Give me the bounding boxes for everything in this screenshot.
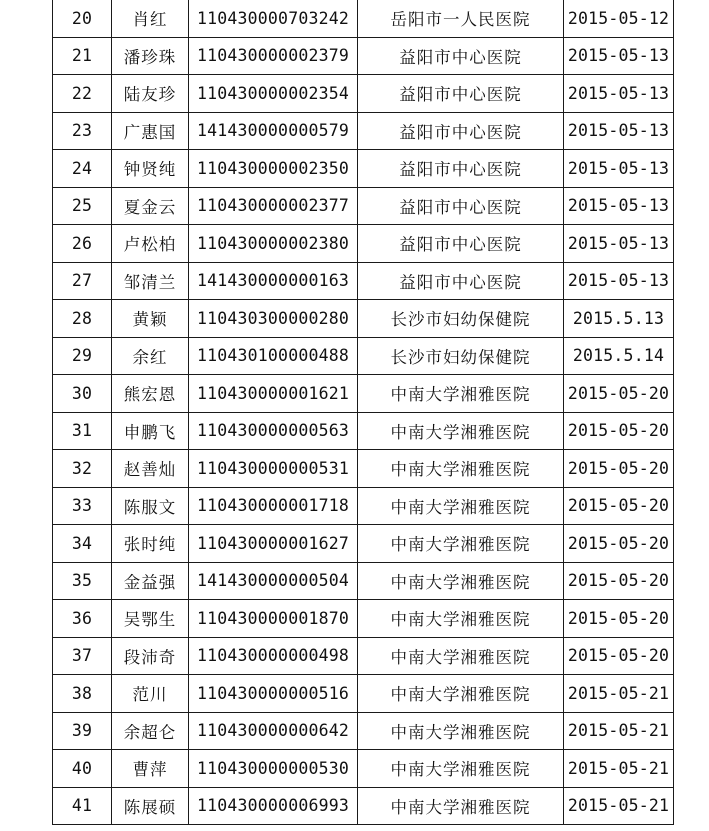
hospital-cell: 中南大学湘雅医院	[358, 375, 564, 413]
hospital-cell: 益阳市中心医院	[358, 75, 564, 113]
hospital-cell: 长沙市妇幼保健院	[358, 300, 564, 338]
certificate-number-cell: 110430000002377	[189, 187, 358, 225]
table-row	[53, 525, 674, 563]
certificate-number-cell: 110430000000563	[189, 412, 358, 450]
name-cell: 熊宏恩	[112, 375, 189, 413]
row-number-cell: 36	[53, 600, 112, 638]
certificate-number-cell: 110430000002354	[189, 75, 358, 113]
table-row	[53, 37, 674, 75]
name-cell: 邹清兰	[112, 262, 189, 300]
date-cell: 2015-05-13	[564, 262, 674, 300]
certificate-number-cell: 110430300000280	[189, 300, 358, 338]
date-cell: 2015-05-12	[564, 0, 674, 37]
name-cell: 赵善灿	[112, 450, 189, 488]
hospital-cell: 中南大学湘雅医院	[358, 487, 564, 525]
table-row	[53, 75, 674, 113]
table-row	[53, 787, 674, 825]
name-cell: 夏金云	[112, 187, 189, 225]
table-row	[53, 150, 674, 188]
date-cell: 2015-05-21	[564, 787, 674, 825]
table-row	[53, 187, 674, 225]
certificate-number-cell: 110430000001621	[189, 375, 358, 413]
table-row	[53, 337, 674, 375]
name-cell: 卢松柏	[112, 225, 189, 263]
hospital-cell: 益阳市中心医院	[358, 225, 564, 263]
date-cell: 2015-05-13	[564, 112, 674, 150]
row-number-cell: 35	[53, 562, 112, 600]
certificate-number-cell: 141430000000579	[189, 112, 358, 150]
date-cell: 2015-05-13	[564, 37, 674, 75]
row-number-cell: 25	[53, 187, 112, 225]
date-cell: 2015-05-13	[564, 225, 674, 263]
certificate-number-cell: 110430100000488	[189, 337, 358, 375]
date-cell: 2015-05-13	[564, 187, 674, 225]
date-cell: 2015-05-20	[564, 375, 674, 413]
hospital-cell: 中南大学湘雅医院	[358, 600, 564, 638]
table-row	[53, 0, 674, 37]
hospital-cell: 益阳市中心医院	[358, 37, 564, 75]
row-number-cell: 28	[53, 300, 112, 338]
row-number-cell: 39	[53, 712, 112, 750]
certificate-number-cell: 110430000000530	[189, 750, 358, 788]
date-cell: 2015-05-21	[564, 675, 674, 713]
date-cell: 2015-05-20	[564, 487, 674, 525]
hospital-cell: 岳阳市一人民医院	[358, 0, 564, 37]
row-number-cell: 34	[53, 525, 112, 563]
certificate-number-cell: 110430000001627	[189, 525, 358, 563]
row-number-cell: 22	[53, 75, 112, 113]
table-row	[53, 487, 674, 525]
row-number-cell: 37	[53, 637, 112, 675]
name-cell: 陈展硕	[112, 787, 189, 825]
table-row	[53, 600, 674, 638]
table-row	[53, 262, 674, 300]
hospital-cell: 益阳市中心医院	[358, 112, 564, 150]
date-cell: 2015-05-20	[564, 412, 674, 450]
row-number-cell: 30	[53, 375, 112, 413]
certificate-number-cell: 110430000002380	[189, 225, 358, 263]
name-cell: 张时纯	[112, 525, 189, 563]
table-row	[53, 112, 674, 150]
table-row	[53, 562, 674, 600]
certificate-number-cell: 141430000000163	[189, 262, 358, 300]
date-cell: 2015.5.13	[564, 300, 674, 338]
certificate-number-cell: 110430000002350	[189, 150, 358, 188]
date-cell: 2015-05-20	[564, 600, 674, 638]
name-cell: 金益强	[112, 562, 189, 600]
table-row	[53, 712, 674, 750]
certificate-number-cell: 110430000002379	[189, 37, 358, 75]
name-cell: 黄颖	[112, 300, 189, 338]
name-cell: 陆友珍	[112, 75, 189, 113]
name-cell: 余超仑	[112, 712, 189, 750]
hospital-cell: 中南大学湘雅医院	[358, 675, 564, 713]
date-cell: 2015-05-20	[564, 562, 674, 600]
certificate-number-cell: 110430000001870	[189, 600, 358, 638]
records-table-body	[53, 0, 674, 825]
name-cell: 潘珍珠	[112, 37, 189, 75]
hospital-cell: 中南大学湘雅医院	[358, 450, 564, 488]
certificate-number-cell: 110430000001718	[189, 487, 358, 525]
table-row	[53, 750, 674, 788]
certificate-number-cell: 110430000000531	[189, 450, 358, 488]
row-number-cell: 33	[53, 487, 112, 525]
row-number-cell: 20	[53, 0, 112, 37]
name-cell: 陈服文	[112, 487, 189, 525]
name-cell: 钟贤纯	[112, 150, 189, 188]
name-cell: 广惠国	[112, 112, 189, 150]
table-row	[53, 225, 674, 263]
table-row	[53, 412, 674, 450]
hospital-cell: 中南大学湘雅医院	[358, 787, 564, 825]
table-row	[53, 450, 674, 488]
row-number-cell: 24	[53, 150, 112, 188]
row-number-cell: 21	[53, 37, 112, 75]
hospital-cell: 中南大学湘雅医院	[358, 562, 564, 600]
row-number-cell: 29	[53, 337, 112, 375]
records-table	[52, 0, 674, 825]
row-number-cell: 23	[53, 112, 112, 150]
hospital-cell: 中南大学湘雅医院	[358, 637, 564, 675]
date-cell: 2015.5.14	[564, 337, 674, 375]
row-number-cell: 27	[53, 262, 112, 300]
date-cell: 2015-05-20	[564, 525, 674, 563]
row-number-cell: 41	[53, 787, 112, 825]
row-number-cell: 38	[53, 675, 112, 713]
name-cell: 申鹏飞	[112, 412, 189, 450]
hospital-cell: 益阳市中心医院	[358, 262, 564, 300]
row-number-cell: 26	[53, 225, 112, 263]
certificate-number-cell: 141430000000504	[189, 562, 358, 600]
name-cell: 肖红	[112, 0, 189, 37]
name-cell: 范川	[112, 675, 189, 713]
date-cell: 2015-05-13	[564, 75, 674, 113]
hospital-cell: 长沙市妇幼保健院	[358, 337, 564, 375]
date-cell: 2015-05-21	[564, 750, 674, 788]
hospital-cell: 中南大学湘雅医院	[358, 412, 564, 450]
table-row	[53, 675, 674, 713]
table-row	[53, 375, 674, 413]
name-cell: 余红	[112, 337, 189, 375]
table-row	[53, 300, 674, 338]
certificate-number-cell: 110430000000516	[189, 675, 358, 713]
name-cell: 曹萍	[112, 750, 189, 788]
certificate-number-cell: 110430000000642	[189, 712, 358, 750]
date-cell: 2015-05-20	[564, 450, 674, 488]
name-cell: 段沛奇	[112, 637, 189, 675]
hospital-cell: 益阳市中心医院	[358, 150, 564, 188]
row-number-cell: 32	[53, 450, 112, 488]
hospital-cell: 益阳市中心医院	[358, 187, 564, 225]
name-cell: 吴鄂生	[112, 600, 189, 638]
date-cell: 2015-05-13	[564, 150, 674, 188]
hospital-cell: 中南大学湘雅医院	[358, 712, 564, 750]
certificate-number-cell: 110430000000498	[189, 637, 358, 675]
hospital-cell: 中南大学湘雅医院	[358, 525, 564, 563]
hospital-cell: 中南大学湘雅医院	[358, 750, 564, 788]
row-number-cell: 40	[53, 750, 112, 788]
date-cell: 2015-05-21	[564, 712, 674, 750]
row-number-cell: 31	[53, 412, 112, 450]
table-row	[53, 637, 674, 675]
certificate-number-cell: 110430000703242	[189, 0, 358, 37]
date-cell: 2015-05-20	[564, 637, 674, 675]
certificate-number-cell: 110430000006993	[189, 787, 358, 825]
